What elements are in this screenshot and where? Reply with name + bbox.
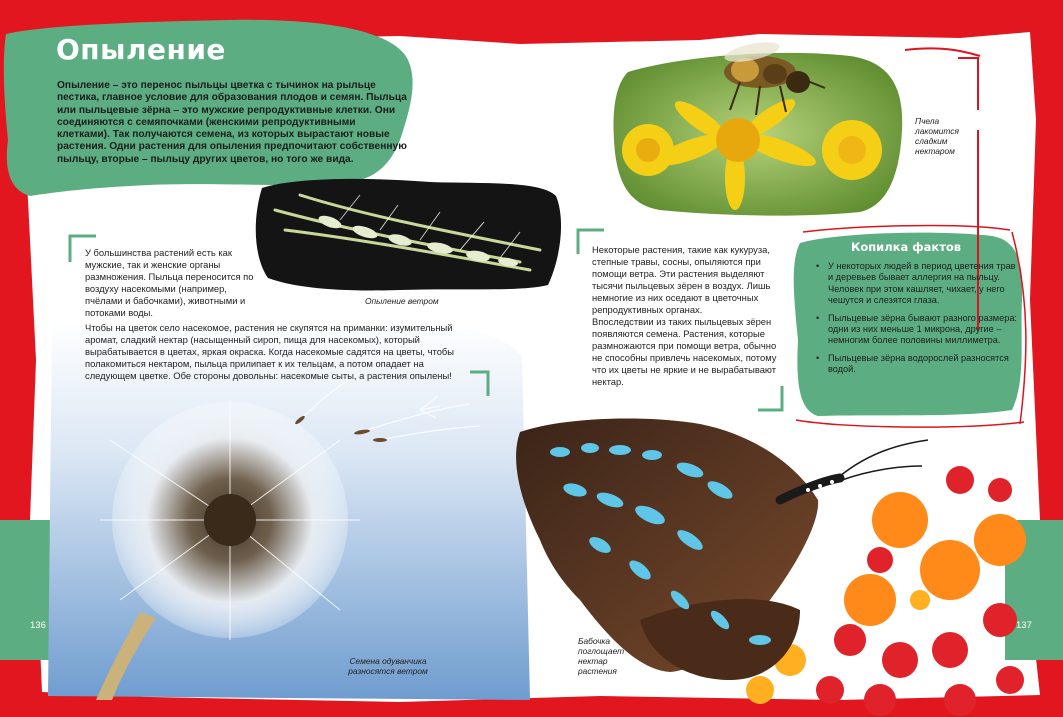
bee-photo bbox=[614, 38, 903, 215]
caption-dandelion-line: Семена одуванчика bbox=[349, 656, 427, 666]
fact-item: • У некоторых людей в период цветения трав и деревьев бывает аллергия на пыльцу. Человек при этом кашляет, чихает, у него чешутся и слезятся глаза. bbox=[812, 261, 1018, 307]
caption-dandelion-line: разносятся ветром bbox=[348, 666, 428, 676]
caption-bee-line: сладким bbox=[915, 136, 948, 146]
middle-text-para-2: Впоследствии из таких пыльцевых зёрен появляются семена. Растения, которые размножаются при помощи ветра, обычно не способны привлечь насекомых, потому что их цветы не яркие и не вырабатывают нектар. bbox=[592, 316, 777, 387]
middle-text bbox=[592, 244, 787, 388]
fact-item: • Пыльцевые зёрна бывают разного размера: одни из них меньше 1 микрона, другие – немногим более половины миллиметра. bbox=[812, 313, 1018, 347]
left-text-bottom: Чтобы на цветок село насекомое, растения не скупятся на приманки: изумительный аромат, сладкий нектар (насыщенный сироп, пища для насекомых), который вырабатывается в цветах, яркая окраска. Когда насекомые садятся на цветы, чтобы полакомиться нектаром, пыльца прилипает к их тельцам, а потом опадает на следующем цветке. Обе стороны довольны: насекомые сыты, а растения опылены! bbox=[85, 322, 455, 381]
caption-bee bbox=[915, 116, 975, 156]
caption-bee-line: лакомится bbox=[915, 126, 959, 136]
intro-text: Опыление – это перенос пыльцы цветка с тычинок на рыльце пестика, главное условие для образования плодов и семян. Пыльца или пыльцевые зёрна – это мужские репродуктивные клетки. Они соединяются с семяпочками (женскими репродуктивными клетками). Так получаются семена, из которых вырастают новые растения. Одни растения для опыления предпочитают собственную пыльцу, вторые – пыльцу других цветов, но того же вида. bbox=[57, 80, 407, 165]
page-number-right: 137 bbox=[1016, 620, 1032, 631]
caption-butterfly-line: поглощает bbox=[578, 646, 625, 656]
caption-butterfly bbox=[578, 636, 638, 676]
middle-text-para-1: Некоторые растения, такие как кукуруза, степные травы, сосны, опыляются при помощи ветра. Эти растения выделяют тысячи пыльцевых зёрен в воздух. Лишь немногие из них оседают в цветочных репродуктивных органах. bbox=[592, 244, 771, 315]
caption-butterfly-line: нектар bbox=[578, 656, 608, 666]
page-number-left: 136 bbox=[30, 620, 46, 631]
caption-bee-line: нектаром bbox=[915, 146, 955, 156]
page-title: Опыление bbox=[56, 33, 226, 66]
caption-butterfly-line: Бабочка bbox=[578, 636, 611, 646]
grass-photo bbox=[256, 179, 561, 291]
caption-wind: Опыление ветром bbox=[365, 296, 439, 306]
caption-bee-line: Пчела bbox=[915, 116, 940, 126]
caption-butterfly-line: растения bbox=[578, 666, 617, 676]
left-tab bbox=[0, 520, 55, 660]
left-text-top: У большинства растений есть как мужские, так и женские органы размножения. Пыльца переносится по воздуху насекомыми (например, пчёлами и бабочками), животными и потоками воды. bbox=[85, 247, 254, 318]
facts-title: Копилка фактов bbox=[850, 240, 962, 254]
caption-dandelion bbox=[338, 656, 438, 676]
facts-list bbox=[812, 261, 1018, 382]
fact-item: • Пыльцевые зёрна водорослей разносятся водой. bbox=[812, 353, 1018, 376]
